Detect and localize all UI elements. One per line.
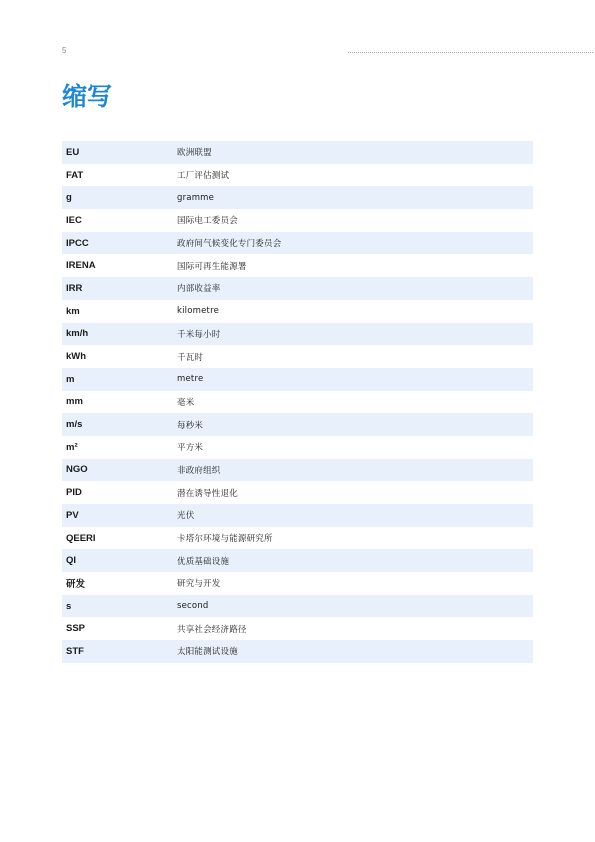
table-row [62,549,533,572]
abbreviation-cell: QI [62,549,173,572]
table-row [62,277,533,300]
definition-cell: second [173,595,533,618]
definition-cell: 潜在诱导性退化 [173,481,533,504]
table-row [62,595,533,618]
definition-cell: 国际电工委员会 [173,209,533,232]
definition-cell: 共享社会经济路径 [173,617,533,640]
definition-cell: 欧洲联盟 [173,141,533,164]
table-row [62,141,533,164]
abbreviation-cell: kWh [62,345,173,368]
table-row [62,391,533,414]
abbreviation-cell: m² [62,436,173,459]
header-dotted-rule [348,52,593,53]
table-row [62,368,533,391]
definition-cell: gramme [173,186,533,209]
table-row [62,481,533,504]
definition-cell: 国际可再生能源署 [173,254,533,277]
definition-cell: 光伏 [173,504,533,527]
abbreviation-cell: m [62,368,173,391]
definition-cell: 平方米 [173,436,533,459]
table-row [62,640,533,663]
abbreviation-cell: IRENA [62,254,173,277]
definition-cell: 千米每小时 [173,323,533,346]
table-row [62,186,533,209]
abbreviations-table-body [62,141,533,663]
table-row [62,164,533,187]
abbreviation-cell: IPCC [62,232,173,255]
abbreviation-cell: IEC [62,209,173,232]
table-row [62,617,533,640]
table-row [62,527,533,550]
abbreviation-cell: m/s [62,413,173,436]
table-row [62,254,533,277]
definition-cell: 工厂评估测试 [173,164,533,187]
table-row [62,413,533,436]
abbreviation-cell: IRR [62,277,173,300]
table-row [62,323,533,346]
abbreviation-cell: STF [62,640,173,663]
definition-cell: 优质基础设施 [173,549,533,572]
abbreviation-cell: FAT [62,164,173,187]
definition-cell: 千瓦时 [173,345,533,368]
definition-cell: 卡塔尔环境与能源研究所 [173,527,533,550]
definition-cell: kilometre [173,300,533,323]
abbreviation-cell: PID [62,481,173,504]
definition-cell: 毫米 [173,391,533,414]
definition-cell: 内部收益率 [173,277,533,300]
abbreviation-cell: km/h [62,323,173,346]
abbreviation-cell: NGO [62,459,173,482]
abbreviation-cell: QEERI [62,527,173,550]
table-row [62,345,533,368]
abbreviation-cell: km [62,300,173,323]
table-row [62,459,533,482]
table-row [62,436,533,459]
definition-cell: 研究与开发 [173,572,533,595]
definition-cell: 每秒米 [173,413,533,436]
page-title: 缩写 [62,82,113,111]
definition-cell: 太阳能测试设施 [173,640,533,663]
abbreviation-cell: mm [62,391,173,414]
table-row [62,504,533,527]
table-row [62,209,533,232]
abbreviation-cell: SSP [62,617,173,640]
abbreviation-cell: EU [62,141,173,164]
table-row [62,232,533,255]
table-row [62,572,533,595]
definition-cell: 非政府组织 [173,459,533,482]
abbreviation-cell: 研发 [62,572,173,595]
abbreviation-cell: s [62,595,173,618]
definition-cell: 政府间气候变化专门委员会 [173,232,533,255]
abbreviation-cell: PV [62,504,173,527]
abbreviations-table [62,141,533,663]
definition-cell: metre [173,368,533,391]
page-number: 5 [62,46,67,55]
table-row [62,300,533,323]
abbreviation-cell: g [62,186,173,209]
